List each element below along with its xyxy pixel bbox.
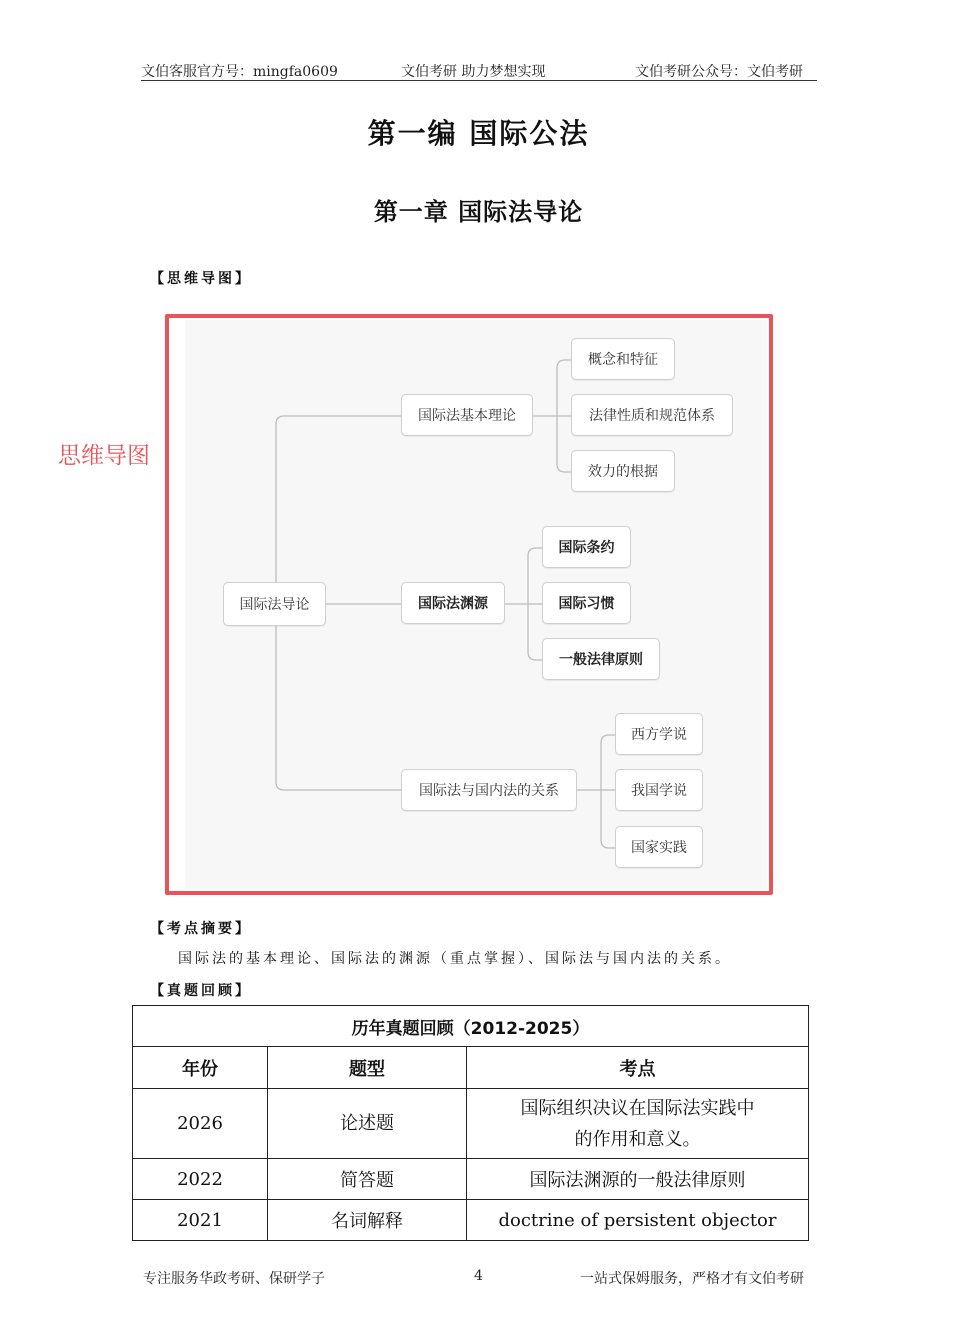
table-header-year: 年份 — [133, 1047, 268, 1089]
footer-right: 一站式保姆服务，严格才有文伯考研 — [580, 1271, 804, 1287]
section-review-heading: 【真题回顾】 — [150, 983, 252, 999]
table-row — [133, 1089, 809, 1159]
table-cell-year: 2021 — [133, 1200, 268, 1241]
table-cell-point-line: 国际组织决议在国际法实践中 — [520, 1097, 755, 1119]
table-cell-type: 论述题 — [268, 1089, 467, 1159]
mindmap-branch-sources: 国际法渊源 — [401, 582, 505, 624]
mindmap-leaf-western: 西方学说 — [615, 713, 703, 755]
table-header-type: 题型 — [268, 1047, 467, 1089]
header-left: 文伯客服官方号：mingfa0609 — [141, 64, 338, 80]
mindmap-leaf-validity: 效力的根据 — [571, 450, 675, 492]
chapter-title: 第一章 国际法导论 — [373, 198, 584, 226]
table-cell-point-line: 的作用和意义。 — [574, 1128, 701, 1150]
mindmap-leaf-nature: 法律性质和规范体系 — [571, 394, 733, 436]
section-mindmap-heading: 【思维导图】 — [150, 271, 252, 287]
header-center: 文伯考研 助力梦想实现 — [401, 64, 546, 80]
mindmap-side-label: 思维导图 — [58, 443, 150, 469]
past-questions-table — [132, 1005, 809, 1241]
table-cell-type: 简答题 — [268, 1159, 467, 1200]
mindmap-branch-basic-theory: 国际法基本理论 — [401, 394, 533, 436]
mindmap-leaf-practice: 国家实践 — [615, 826, 703, 868]
table-cell-point: doctrine of persistent objector — [467, 1200, 809, 1241]
table-row — [133, 1159, 809, 1200]
mindmap-branch-domestic-relation: 国际法与国内法的关系 — [401, 769, 577, 811]
mindmap-leaf-general-principles: 一般法律原则 — [542, 638, 660, 680]
mindmap-leaf-chinese: 我国学说 — [615, 769, 703, 811]
header-divider — [141, 80, 817, 81]
table-cell-point — [467, 1089, 809, 1159]
table-caption: 历年真题回顾（2012-2025） — [133, 1006, 809, 1047]
mindmap-leaf-treaty: 国际条约 — [542, 526, 631, 568]
footer-left: 专注服务华政考研、保研学子 — [143, 1271, 325, 1287]
table-header-point: 考点 — [467, 1047, 809, 1089]
part-title: 第一编 国际公法 — [367, 117, 590, 150]
mindmap-root-node: 国际法导论 — [223, 582, 326, 626]
table-cell-point: 国际法渊源的一般法律原则 — [467, 1159, 809, 1200]
mindmap-leaf-custom: 国际习惯 — [542, 582, 631, 624]
mindmap-canvas — [185, 320, 767, 889]
table-cell-year: 2022 — [133, 1159, 268, 1200]
section-summary-heading: 【考点摘要】 — [150, 921, 252, 937]
table-row — [133, 1200, 809, 1241]
mindmap-leaf-concept: 概念和特征 — [571, 338, 675, 380]
summary-text: 国际法的基本理论、国际法的渊源（重点掌握）、国际法与国内法的关系。 — [178, 951, 732, 967]
table-cell-year: 2026 — [133, 1089, 268, 1159]
header-right: 文伯考研公众号：文伯考研 — [635, 64, 803, 80]
table-cell-type: 名词解释 — [268, 1200, 467, 1241]
page-number: 4 — [474, 1268, 483, 1284]
